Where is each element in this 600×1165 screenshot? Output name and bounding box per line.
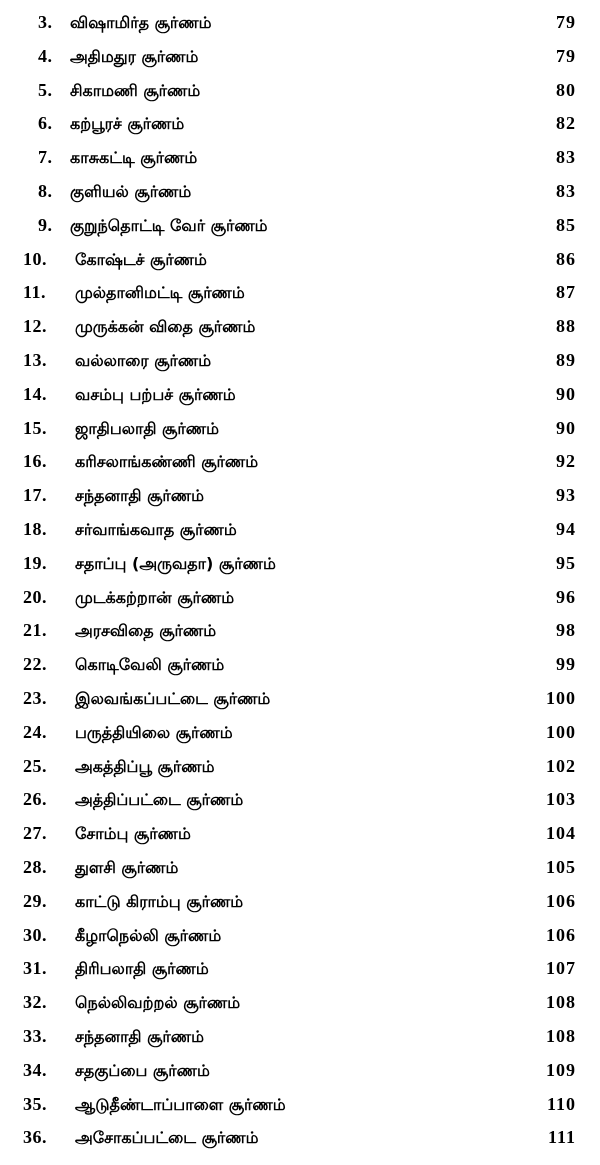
entry-number: 20. xyxy=(23,586,47,607)
entry-page-number: 86 xyxy=(556,248,576,269)
toc-entry xyxy=(0,1054,600,1088)
toc-entry xyxy=(0,919,600,953)
entry-number: 15. xyxy=(23,417,47,438)
entry-title: ஜாதிபலாதி சூர்ணம் xyxy=(75,418,219,438)
entry-title: சதகுப்பை சூர்ணம் xyxy=(75,1060,210,1080)
entry-title: நெல்லிவற்றல் சூர்ணம் xyxy=(75,993,241,1013)
entry-page-number: 83 xyxy=(556,147,576,168)
entry-title: கரிசலாங்கண்ணி சூர்ணம் xyxy=(75,452,259,472)
entry-page-number: 99 xyxy=(556,654,576,675)
entry-page-number: 85 xyxy=(556,214,576,235)
entry-number: 5. xyxy=(38,79,53,100)
entry-title: சர்வாங்கவாத சூர்ணம் xyxy=(75,519,237,539)
entry-number: 10. xyxy=(23,248,47,269)
entry-page-number: 87 xyxy=(556,282,576,303)
entry-title: சிகாமணி சூர்ணம் xyxy=(70,80,201,100)
toc-entry xyxy=(0,716,600,750)
entry-page-number: 79 xyxy=(556,12,576,32)
toc-entry xyxy=(0,74,600,108)
entry-page-number: 105 xyxy=(546,856,576,877)
toc-entry xyxy=(0,344,600,378)
entry-number: 11. xyxy=(23,282,47,303)
entry-page-number: 103 xyxy=(546,789,576,810)
entry-title: சந்தனாதி சூர்ணம் xyxy=(75,486,205,506)
entry-page-number: 109 xyxy=(546,1059,576,1080)
toc-entry xyxy=(0,682,600,716)
entry-number: 16. xyxy=(23,451,47,472)
entry-page-number: 108 xyxy=(546,1025,576,1046)
entry-title: கீழாநெல்லி சூர்ணம் xyxy=(75,925,222,945)
entry-title: குளியல் சூர்ணம் xyxy=(70,181,192,201)
entry-number: 35. xyxy=(23,1093,47,1114)
entry-number: 25. xyxy=(23,755,47,776)
entry-number: 9. xyxy=(38,214,53,235)
entry-page-number: 100 xyxy=(546,721,576,742)
toc-entry xyxy=(0,648,600,682)
entry-title: முருக்கன் விதை சூர்ணம் xyxy=(75,317,256,337)
entry-page-number: 90 xyxy=(556,417,576,438)
entry-page-number: 83 xyxy=(556,180,576,201)
entry-number: 22. xyxy=(23,654,47,675)
entry-number: 34. xyxy=(23,1059,47,1080)
entry-title: பருத்தியிலை சூர்ணம் xyxy=(75,722,233,742)
entry-page-number: 106 xyxy=(546,890,576,911)
entry-number: 19. xyxy=(23,552,47,573)
entry-title: முல்தானிமட்டி சூர்ணம் xyxy=(75,283,245,303)
toc-entry xyxy=(0,412,600,446)
entry-page-number: 79 xyxy=(556,45,576,66)
entry-page-number: 100 xyxy=(546,687,576,708)
toc-entry xyxy=(0,986,600,1020)
entry-number: 26. xyxy=(23,789,47,810)
entry-title: குறுந்தொட்டி வேர் சூர்ணம் xyxy=(70,215,268,235)
entry-number: 13. xyxy=(23,349,47,370)
toc-entry xyxy=(0,952,600,986)
entry-title: துளசி சூர்ணம் xyxy=(75,857,179,877)
entry-page-number: 110 xyxy=(546,1093,576,1114)
entry-number: 33. xyxy=(23,1025,47,1046)
entry-page-number: 82 xyxy=(556,113,576,134)
entry-page-number: 94 xyxy=(556,518,576,539)
entry-title: அரசவிதை சூர்ணம் xyxy=(75,621,217,641)
entry-title: விஷாமிர்த சூர்ணம் xyxy=(70,13,212,32)
toc-entry xyxy=(0,1088,600,1122)
toc-entry xyxy=(0,6,600,40)
entry-title: கற்பூரச் சூர்ணம் xyxy=(70,114,185,134)
entry-page-number: 92 xyxy=(556,451,576,472)
entry-number: 12. xyxy=(23,316,47,337)
toc-entry xyxy=(0,378,600,412)
toc-entry xyxy=(0,479,600,513)
entry-number: 32. xyxy=(23,992,47,1013)
entry-title: அத்திப்பட்டை சூர்ணம் xyxy=(75,790,244,810)
toc-entry xyxy=(0,547,600,581)
entry-number: 14. xyxy=(23,383,47,404)
toc-entry xyxy=(0,141,600,175)
toc-entry xyxy=(0,1020,600,1054)
entry-number: 21. xyxy=(23,620,47,641)
toc-entry xyxy=(0,1121,600,1155)
entry-title: வல்லாரை சூர்ணம் xyxy=(75,350,212,370)
toc-entry xyxy=(0,445,600,479)
entry-title: திரிபலாதி சூர்ணம் xyxy=(75,959,209,979)
entry-number: 8. xyxy=(38,180,53,201)
table-of-contents xyxy=(0,6,600,1155)
entry-page-number: 89 xyxy=(556,349,576,370)
entry-title: சந்தனாதி சூர்ணம் xyxy=(75,1026,205,1046)
entry-page-number: 95 xyxy=(556,552,576,573)
entry-title: கோஷ்டச் சூர்ணம் xyxy=(75,249,207,269)
entry-page-number: 111 xyxy=(547,1127,576,1148)
toc-entry xyxy=(0,817,600,851)
toc-entry xyxy=(0,750,600,784)
entry-number: 36. xyxy=(23,1127,47,1148)
entry-page-number: 93 xyxy=(556,485,576,506)
toc-entry xyxy=(0,276,600,310)
entry-page-number: 98 xyxy=(556,620,576,641)
entry-number: 27. xyxy=(23,823,47,844)
toc-entry xyxy=(0,513,600,547)
entry-number: 28. xyxy=(23,856,47,877)
entry-number: 24. xyxy=(23,721,47,742)
entry-title: முடக்கற்றான் சூர்ணம் xyxy=(75,587,235,607)
toc-entry xyxy=(0,851,600,885)
entry-page-number: 88 xyxy=(556,316,576,337)
entry-page-number: 108 xyxy=(546,992,576,1013)
entry-number: 23. xyxy=(23,687,47,708)
entry-title: அசோகப்பட்டை சூர்ணம் xyxy=(75,1128,259,1148)
entry-title: காட்டு கிராம்பு சூர்ணம் xyxy=(75,891,244,911)
entry-title: அகத்திப்பூ சூர்ணம் xyxy=(75,756,215,776)
entry-page-number: 107 xyxy=(546,958,576,979)
toc-entry xyxy=(0,107,600,141)
toc-entry xyxy=(0,209,600,243)
entry-number: 30. xyxy=(23,924,47,945)
entry-number: 4. xyxy=(38,45,53,66)
toc-entry xyxy=(0,243,600,277)
entry-number: 7. xyxy=(38,147,53,168)
entry-page-number: 106 xyxy=(546,924,576,945)
entry-page-number: 80 xyxy=(556,79,576,100)
entry-page-number: 90 xyxy=(556,383,576,404)
toc-entry xyxy=(0,175,600,209)
entry-number: 6. xyxy=(38,113,53,134)
entry-title: இலவங்கப்பட்டை சூர்ணம் xyxy=(75,688,271,708)
entry-page-number: 102 xyxy=(546,755,576,776)
entry-title: ஆடுதீண்டாப்பாளை சூர்ணம் xyxy=(75,1094,286,1114)
toc-entry xyxy=(0,614,600,648)
entry-title: அதிமதுர சூர்ணம் xyxy=(70,46,199,66)
toc-entry xyxy=(0,40,600,74)
entry-title: காசுகட்டி சூர்ணம் xyxy=(70,148,198,168)
entry-title: கொடிவேலி சூர்ணம் xyxy=(75,655,225,675)
entry-title: சதாப்பு (அருவதா) சூர்ணம் xyxy=(75,553,276,573)
entry-page-number: 96 xyxy=(556,586,576,607)
entry-title: வசம்பு பற்பச் சூர்ணம் xyxy=(75,384,236,404)
entry-number: 31. xyxy=(23,958,47,979)
entry-title: சோம்பு சூர்ணம் xyxy=(75,824,191,844)
entry-number: 18. xyxy=(23,518,47,539)
entry-page-number: 104 xyxy=(546,823,576,844)
toc-entry xyxy=(0,885,600,919)
toc-entry xyxy=(0,783,600,817)
toc-entry xyxy=(0,581,600,615)
entry-number: 29. xyxy=(23,890,47,911)
toc-entry xyxy=(0,310,600,344)
entry-number: 17. xyxy=(23,485,47,506)
entry-number: 3. xyxy=(38,12,53,32)
